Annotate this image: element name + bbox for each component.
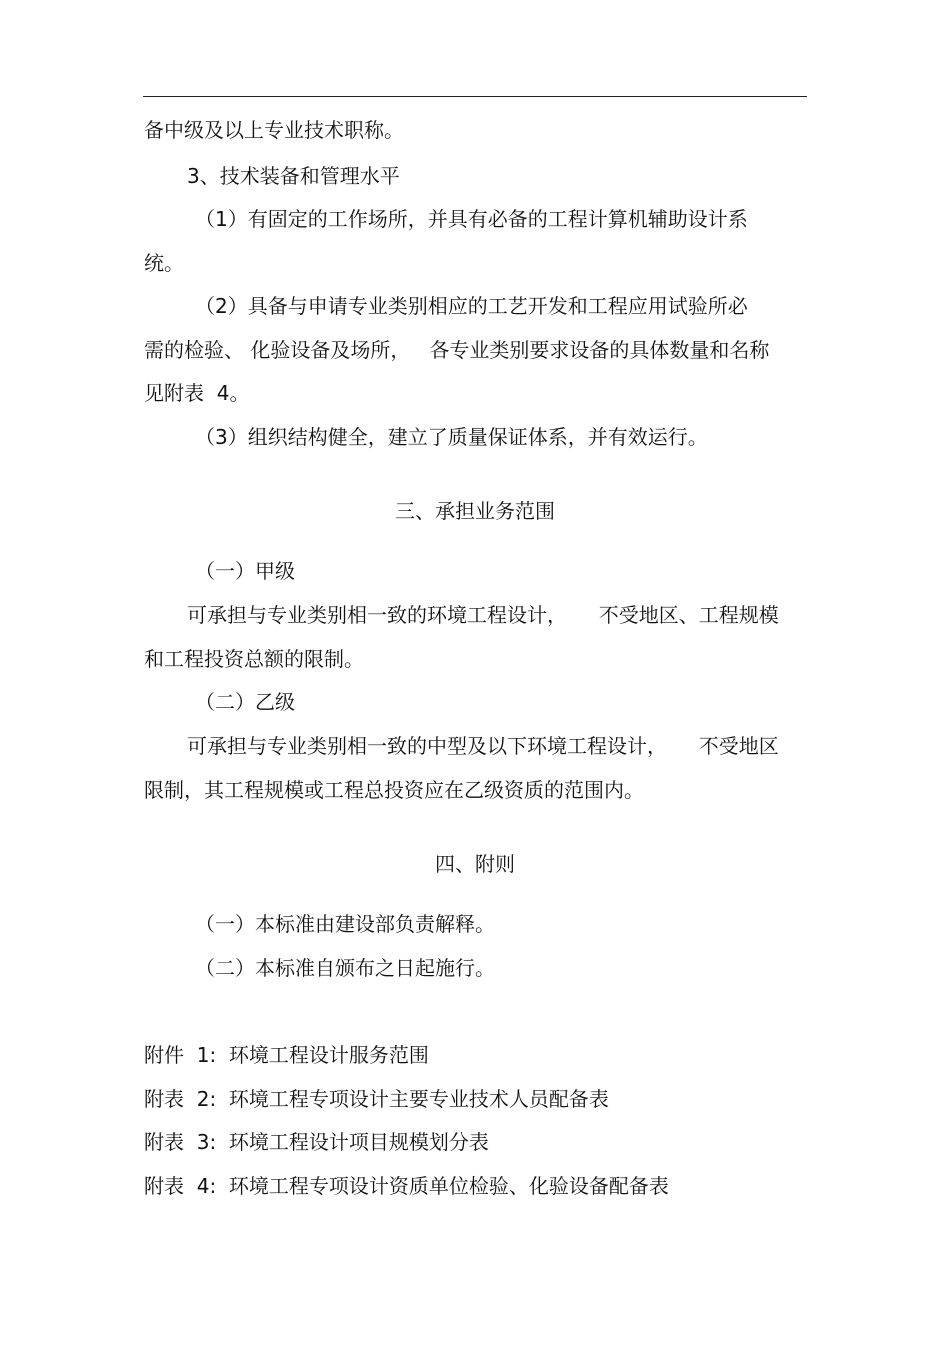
paragraph-line: 统。	[144, 251, 184, 275]
subsection-heading: 3、技术装备和管理水平	[187, 164, 400, 188]
paragraph-line: 见附表 4。	[144, 381, 250, 405]
paragraph-line: 和工程投资总额的限制。	[144, 647, 364, 671]
paragraph-line: 可承担与专业类别相一致的中型及以下环境工程设计， 不受地区	[187, 734, 779, 758]
paragraph-line: （1）有固定的工作场所，并具有必备的工程计算机辅助设计系	[195, 207, 748, 231]
attachment-item: 附件 1: 环境工程设计服务范围	[144, 1043, 429, 1067]
list-item: （一）本标准由建设部负责解释。	[195, 912, 495, 936]
paragraph-line: 限制，其工程规模或工程总投资应在乙级资质的范围内。	[144, 778, 644, 802]
attachment-item: 附表 2: 环境工程专项设计主要专业技术人员配备表	[144, 1087, 609, 1111]
attachment-item: 附表 3: 环境工程设计项目规模划分表	[144, 1130, 489, 1154]
paragraph-line: 可承担与专业类别相一致的环境工程设计， 不受地区、工程规模	[187, 603, 779, 627]
list-item: （二）本标准自颁布之日起施行。	[195, 956, 495, 980]
paragraph-line: 备中级及以上专业技术职称。	[144, 118, 404, 142]
attachment-item: 附表 4: 环境工程专项设计资质单位检验、化验设备配备表	[144, 1174, 669, 1198]
section-heading: 四、附则	[435, 852, 515, 876]
grade-label: （一）甲级	[195, 559, 295, 583]
paragraph-line: 需的检验、 化验设备及场所， 各专业类别要求设备的具体数量和名称	[144, 338, 770, 362]
header-rule	[143, 96, 807, 97]
section-heading: 三、承担业务范围	[395, 499, 555, 523]
paragraph-line: （3）组织结构健全，建立了质量保证体系，并有效运行。	[195, 425, 708, 449]
grade-label: （二）乙级	[195, 690, 295, 714]
paragraph-line: （2）具备与申请专业类别相应的工艺开发和工程应用试验所必	[195, 294, 748, 318]
